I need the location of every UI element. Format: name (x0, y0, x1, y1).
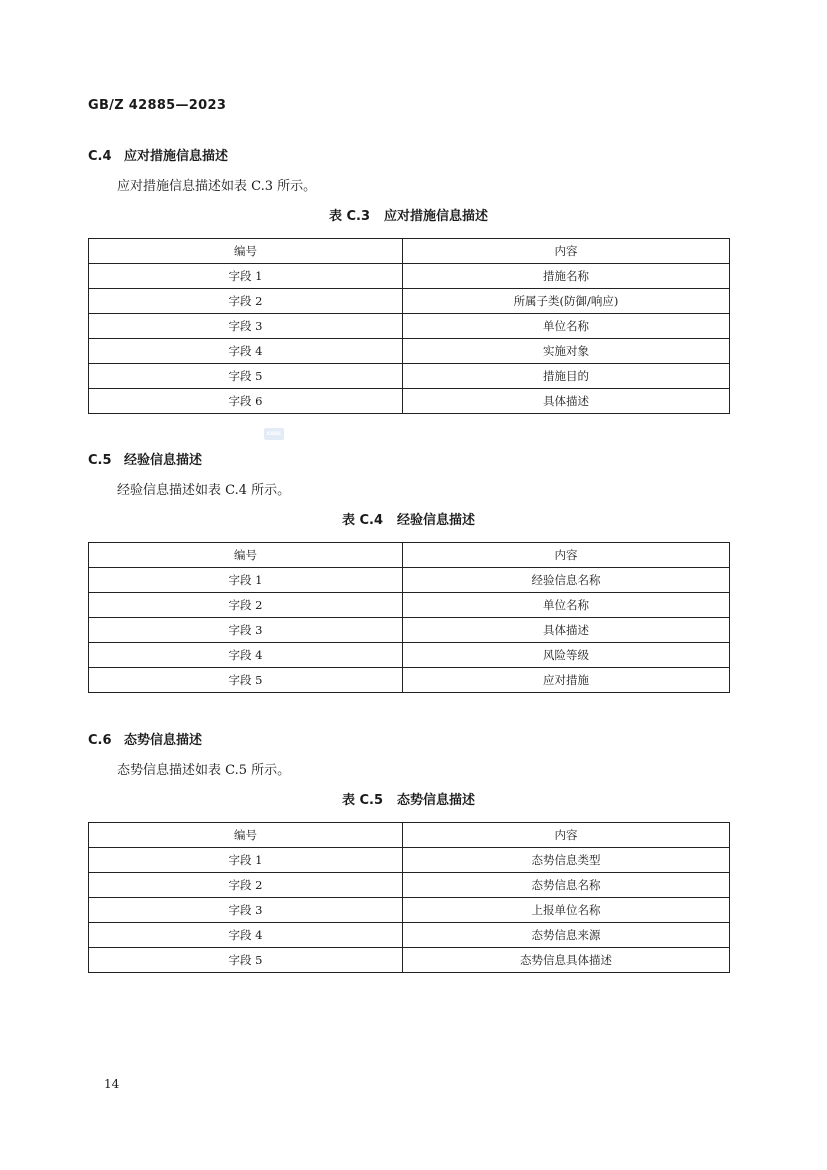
field-content-cell: 态势信息具体描述 (403, 948, 730, 973)
field-content-cell: 态势信息来源 (403, 923, 730, 948)
table-number: 表 C.5 (341, 793, 384, 808)
section-heading (88, 732, 729, 750)
column-header-content: 内容 (403, 543, 730, 568)
field-content-cell: 经验信息名称 (403, 568, 730, 593)
section-heading (88, 148, 729, 166)
section-title: 应对措施信息描述 (124, 149, 229, 164)
document-code: GB/Z 42885—2023 (88, 98, 227, 113)
table-row (89, 848, 730, 873)
table-caption (88, 208, 729, 226)
field-id-cell: 字段 4 (89, 643, 403, 668)
column-header-id: 编号 (89, 823, 403, 848)
field-content-cell: 具体描述 (403, 618, 730, 643)
experience-table (88, 542, 730, 693)
section-intro: 经验信息描述如表 C.4 所示。 (117, 483, 291, 498)
table-row (89, 389, 730, 414)
section-title: 态势信息描述 (124, 733, 203, 748)
table-title: 经验信息描述 (397, 513, 476, 528)
field-id-cell: 字段 5 (89, 668, 403, 693)
table-row (89, 364, 730, 389)
section-c5 (88, 452, 729, 693)
section-number: C.5 (88, 453, 112, 468)
section-intro: 应对措施信息描述如表 C.3 所示。 (117, 179, 317, 194)
field-content-cell: 所属子类(防御/响应) (403, 289, 730, 314)
column-header-id: 编号 (89, 239, 403, 264)
field-content-cell: 单位名称 (403, 593, 730, 618)
column-header-id: 编号 (89, 543, 403, 568)
field-content-cell: 应对措施 (403, 668, 730, 693)
table-title: 态势信息描述 (397, 793, 476, 808)
table-row (89, 314, 730, 339)
field-id-cell: 字段 6 (89, 389, 403, 414)
section-title: 经验信息描述 (124, 453, 203, 468)
field-id-cell: 字段 2 (89, 873, 403, 898)
table-header-row (89, 823, 730, 848)
field-id-cell: 字段 4 (89, 923, 403, 948)
column-header-content: 内容 (403, 823, 730, 848)
section-intro: 态势信息描述如表 C.5 所示。 (117, 763, 291, 778)
table-caption (88, 512, 729, 530)
table-row (89, 873, 730, 898)
field-content-cell: 态势信息名称 (403, 873, 730, 898)
table-number: 表 C.3 (328, 209, 371, 224)
table-row (89, 289, 730, 314)
table-row (89, 948, 730, 973)
section-c6 (88, 732, 729, 973)
section-number: C.4 (88, 149, 112, 164)
field-id-cell: 字段 1 (89, 848, 403, 873)
section-c4 (88, 148, 729, 414)
field-id-cell: 字段 4 (89, 339, 403, 364)
page-number: 14 (104, 1077, 120, 1091)
field-content-cell: 上报单位名称 (403, 898, 730, 923)
field-content-cell: 具体描述 (403, 389, 730, 414)
field-content-cell: 措施名称 (403, 264, 730, 289)
field-id-cell: 字段 5 (89, 948, 403, 973)
situation-table (88, 822, 730, 973)
table-header-row (89, 239, 730, 264)
table-row (89, 618, 730, 643)
watermark-logo: cssc (264, 428, 284, 440)
field-id-cell: 字段 3 (89, 618, 403, 643)
table-row (89, 593, 730, 618)
field-content-cell: 风险等级 (403, 643, 730, 668)
table-row (89, 898, 730, 923)
field-id-cell: 字段 2 (89, 289, 403, 314)
table-row (89, 339, 730, 364)
field-id-cell: 字段 3 (89, 898, 403, 923)
table-row (89, 668, 730, 693)
table-row (89, 264, 730, 289)
field-content-cell: 单位名称 (403, 314, 730, 339)
field-content-cell: 实施对象 (403, 339, 730, 364)
table-row (89, 923, 730, 948)
field-id-cell: 字段 5 (89, 364, 403, 389)
field-id-cell: 字段 1 (89, 264, 403, 289)
field-id-cell: 字段 1 (89, 568, 403, 593)
table-title: 应对措施信息描述 (384, 209, 489, 224)
table-header-row (89, 543, 730, 568)
column-header-content: 内容 (403, 239, 730, 264)
section-heading (88, 452, 729, 470)
table-caption (88, 792, 729, 810)
table-row (89, 568, 730, 593)
field-id-cell: 字段 2 (89, 593, 403, 618)
field-content-cell: 措施目的 (403, 364, 730, 389)
measures-table (88, 238, 730, 414)
table-number: 表 C.4 (341, 513, 384, 528)
section-number: C.6 (88, 733, 112, 748)
field-id-cell: 字段 3 (89, 314, 403, 339)
table-row (89, 643, 730, 668)
field-content-cell: 态势信息类型 (403, 848, 730, 873)
